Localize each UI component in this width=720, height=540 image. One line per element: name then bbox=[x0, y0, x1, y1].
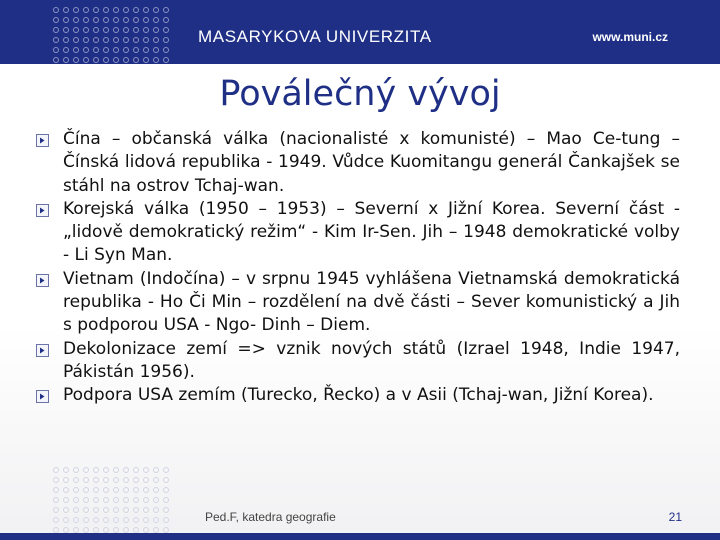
bullet-item bbox=[36, 198, 680, 268]
university-url: www.muni.cz bbox=[592, 30, 668, 44]
bullet-text: Podpora USA zemím (Turecko, Řecko) a v Asii (Tchaj-wan, Jižní Korea). bbox=[63, 385, 654, 406]
bullet-text: Dekolonizace zemí => vznik nových států (Izrael 1948, Indie 1947, Pákistán 1956). bbox=[63, 338, 680, 382]
dot-grid-pattern-icon bbox=[52, 4, 170, 64]
bullet-item bbox=[36, 338, 680, 385]
header-bar bbox=[0, 0, 720, 64]
footer-dot-pattern-icon bbox=[52, 464, 170, 540]
square-arrow-bullet-icon bbox=[36, 390, 49, 403]
page-number: 21 bbox=[668, 510, 682, 524]
square-arrow-bullet-icon bbox=[36, 134, 49, 147]
footer-text: Ped.F, katedra geografie bbox=[205, 510, 336, 524]
bullet-item bbox=[36, 268, 680, 338]
square-arrow-bullet-icon bbox=[36, 274, 49, 287]
square-arrow-bullet-icon bbox=[36, 204, 49, 217]
bullet-item bbox=[36, 384, 680, 407]
university-name: MASARYKOVA UNIVERZITA bbox=[198, 27, 432, 46]
bullet-item bbox=[36, 128, 680, 198]
footer-line bbox=[0, 533, 720, 540]
bullet-list bbox=[36, 128, 680, 408]
slide-title: Poválečný vývoj bbox=[219, 74, 501, 114]
bullet-text: Korejská válka (1950 – 1953) – Severní x Jižní Korea. Severní část - „lidově demokratický režim“ - Kim Ir-Sen. Jih – 1948 demokratické volby - Li Syn Man. bbox=[63, 198, 680, 266]
square-arrow-bullet-icon bbox=[36, 344, 49, 357]
bullet-text: Čína – občanská válka (nacionalisté x komunisté) – Mao Ce-tung – Čínská lidová republika - 1949. Vůdce Kuomitangu generál Čankajšek se stáhl na ostrov Tchaj-wan. bbox=[63, 129, 680, 196]
bullet-text: Vietnam (Indočína) – v srpnu 1945 vyhlášena Vietnamská demokratická republika - Ho Či Min – rozdělení na dvě části – Sever komunistický a Jih s podporou USA - Ngo- Dinh – Diem. bbox=[63, 268, 680, 336]
